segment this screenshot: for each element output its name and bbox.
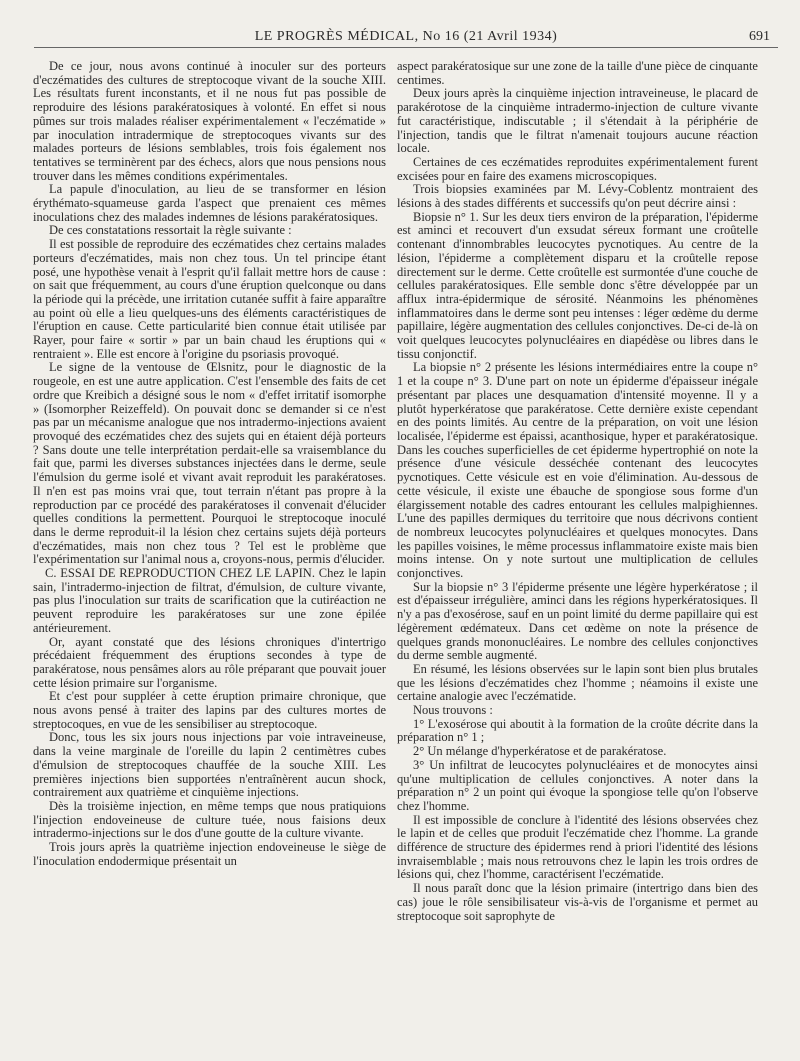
right-column <box>397 60 758 1050</box>
paragraph: aspect parakératosique sur une zone de la taille d'une pièce de cinquante centimes. <box>397 60 758 87</box>
paragraph: Certaines de ces eczématides reproduites expérimentalement furent excisées pour en faire des examens microscopiques. <box>397 154 758 183</box>
paragraph: Le signe de la ventouse de Œlsnitz, pour le diagnostic de la rougeole, en est une autre application. C'est l'ensemble des faits de cet ordre que Kreibich a désigné sous le nom « d'effet irritatif isomorphe » (Isomorpher Reizeffeld). On pouvait donc se demander si ce n'est pas par un mécanisme analogue que nos intradermo-injections avaient provoqué des eczématides chez des sujets qui en étaient déjà porteurs ? Sans doute une telle interprétation perdait-elle sa vraisemblance du fait que, parmi les diverses substances injectées dans le derme, seule l'émulsion du germe isolé et vivant avait reproduit les parakératoses. Il n'en est pas moins vrai que, tout terrain n'étant pas propre à la reproduction par ce procédé des parakératoses il convenait d'élucider quelles conditions la permettent. Pourquoi le streptocoque inoculé dans le derme reproduit-il la lésion chez certains sujets déjà porteurs d'eczématides, mais non chez tous ? Tel est le problème que l'expérimentation sur l'animal nous a, croyons-nous, permis d'élucider. <box>33 360 386 567</box>
paragraph: Il nous paraît donc que la lésion primaire (intertrigo dans bien des cas) joue le rôle sensibilisateur vis-à-vis de l'organisme et permet au streptocoque soit saprophyte de <box>397 881 758 923</box>
paragraph: De ces constatations ressortait la règle suivante : <box>49 223 292 238</box>
biopsy-2-paragraph: La biopsie n° 2 présente les lésions intermédiaires entre la coupe n° 1 et la coupe n° 3. D'une part on note un épiderme d'épaisseur inégale présentant par places une desquamation d'intensité moyenne. Il y a plutôt hyperkératose que parakératose. Cette dernière existe cependant en des points limités. Au centre de la préparation, on voit une lésion localisée, l'épiderme est épaissi, acanthosique, hyper et parakératosique. Dans les couches superficielles de cet épiderme hypertrophié on note la présence d'une vésicule desséchée contenant des leucocytes pycnotiques. Cette vésicule est en voie d'élimination. Au-dessous de cette vésicule, il existe une ébauche de spongiose sous forme d'un élargissement notable des cadres entourant les cellules malpighiennes. L'une des papilles dermiques du territoire que nous décrivons contient de nombreux leucocytes polynucléaires et quelques monocytes. Dans les papilles voisines, le même processus inflammatoire existe mais bien moins intense. On y note surtout une multiplication de cellules conjonctives. <box>397 360 758 581</box>
list-item: 3° Un infiltrat de leucocytes polynucléaires et de monocytes ainsi qu'une multiplication de cellules conjonctives. A noter dans la préparation n° 2 un point qui évoque la spongiose telle qu'on l'observe chez l'homme. <box>397 757 758 813</box>
section-paragraph: C. ESSAI DE REPRODUCTION CHEZ LE LAPIN. Chez le lapin sain, l'intradermo-injection de filtrat, d'émulsion, de culture vivante, pas plus l'inoculation sur traits de scarification que la cutiréaction ne peuvent reproduire les parakératoses sur une zone épilée antérieurement. <box>33 566 386 635</box>
paragraph: Dès la troisième injection, en même temps que nous pratiquions l'injection endoveineuse de culture tuée, nous faisions deux intradermo-injections sur le dos d'une goutte de la culture vivante. <box>33 798 386 841</box>
paragraph: Deux jours après la cinquième injection intraveineuse, le placard de parakérotose de la cinquième intradermo-injection de culture vivante fut caractéristique, indiscutable ; il s'étendait à la périphérie de l'injection, tandis que le filtrat n'amenait toujours aucune réaction locale. <box>397 86 758 156</box>
biopsy-1-paragraph: Biopsie n° 1. Sur les deux tiers environ de la préparation, l'épiderme est aminci et recouvert d'un exsudat séreux formant une croûtelle contenant d'innombrables leucocytes pycnotiques. Au centre de la lésion, l'épiderme a complètement disparu et la croûtelle repose directement sur le derme. Cette croûtelle est surmontée d'une couche de cellules parakératosiques. Elle semble donc s'être développée par un afflux intra-épidermique de sérosité. Néanmoins les phénomènes inflammatoires dans le derme sont peu intenses : léger œdème du derme papillaire, légère augmentation des cellules conjonctives. De-ci de-là on voit quelques leucocytes polynucléaires en diapédèse ou libres dans le tissu conjonctif. <box>397 209 758 361</box>
biopsy-3-paragraph: Sur la biopsie n° 3 l'épiderme présente une légère hyperkératose ; il est d'épaisseur irrégulière, aminci dans les régions hyperkératosiques. Il n'y a pas d'exosérose, sauf en un point limité du derme papillaire qui est légèrement œdémateux. Dans cet œdème on note la présence de quelques grands mononucléaires. Le nombre des cellules conjonctives du derme semble augmenté. <box>397 579 758 663</box>
paragraph: Trois jours après la quatrième injection endoveineuse le siège de l'inoculation endodermique présentait un <box>33 840 386 868</box>
paragraph: Nous trouvons : <box>413 703 493 718</box>
paragraph: La papule d'inoculation, au lieu de se transformer en lésion érythémato-squameuse garda l'aspect que prenaient ces mêmes inoculations chez des malades indemnes de lésions parakératosiques. <box>33 182 386 224</box>
paragraph: De ce jour, nous avons continué à inoculer sur des porteurs d'eczématides des cultures de streptocoque vivant de la souche XIII. Les résultats furent inconstants, et il ne nous fut pas possible de reproduire des lésions parakératosiques à volonté. En effet si nous pûmes sur trois malades réaliser expérimentalement « l'eczématide » par inoculation intradermique de streptocoques vivants sur des malades porteurs de lésions semblables, trois fois également nos tentatives se terminèrent par des échecs, alors que nous pensions nous trouver dans les mêmes conditions expérimentales. <box>33 60 386 183</box>
journal-title: LE PROGRÈS MÉDICAL, No 16 (21 Avril 1934) <box>254 29 558 44</box>
summary-paragraph: En résumé, les lésions observées sur le lapin sont bien plus brutales que les lésions d'eczématides chez l'homme ; néamoins il existe une certaine analogie avec l'eczématide. <box>397 661 758 704</box>
left-column <box>33 60 386 1050</box>
paragraph: Il est possible de reproduire des eczématides chez certains malades porteurs d'eczématides, mais non chez tous. Un tel principe étant posé, une hypothèse venait à l'esprit qu'il fallait mettre hors de cause : on sait que fréquemment, au cours d'une éruption quelconque ou dans la période qui la précède, une irritation cutanée suffit à faire apparaître au point où elle a lieu quelques-uns des éléments caractéristiques de l'éruption en cause. Cette particularité bien connue était utilisée par Rayer, pour faire « sortir » par un bain chaud les éruptions qui « rentraient ». Elle est encore à l'origine du psoriasis provoqué. <box>33 237 386 361</box>
list-item: 2° Un mélange d'hyperkératose et de parakératose. <box>413 744 667 759</box>
paragraph: Or, ayant constaté que des lésions chroniques d'intertrigo précédaient fréquemment des éruptions secondes à type de parakératose, nous pensâmes alors au rôle préparant que pouvait jouer cette lésion primaire sur l'organisme. <box>33 634 386 690</box>
page-number: 691 <box>749 29 770 44</box>
running-header <box>34 27 778 48</box>
paragraph: Trois biopsies examinées par M. Lévy-Coblentz montraient des lésions à des stades différents et successifs qu'on peut décrire ainsi : <box>397 182 758 211</box>
paragraph: Et c'est pour suppléer à cette éruption primaire chronique, que nous avons pensé à traiter des lapins par des cultures mortes de streptocoques, en vue de les sensibiliser au streptocoque. <box>33 689 386 731</box>
paragraph: Donc, tous les six jours nous injections par voie intraveineuse, dans la veine marginale de l'oreille du lapin 2 centimètres cubes d'émulsion de streptocoques chauffée de la souche XIII. Les premières injections bien supportées n'entraînèrent aucun shock, contrairement aux quatrième et cinquième injections. <box>33 730 386 800</box>
list-item: 1° L'exosérose qui aboutit à la formation de la croûte décrite dans la préparation n° 1 ; <box>397 716 758 745</box>
paragraph: Il est impossible de conclure à l'identité des lésions observées chez le lapin et de celles que produit l'eczématide chez l'homme. La grande différence de structure des épidermes rend à priori l'identité des lésions invraisemblable ; mais nous retrouvons chez le lapin les trois ordres de lésions qui, chez l'homme, caractérisent l'eczématide. <box>397 812 758 882</box>
